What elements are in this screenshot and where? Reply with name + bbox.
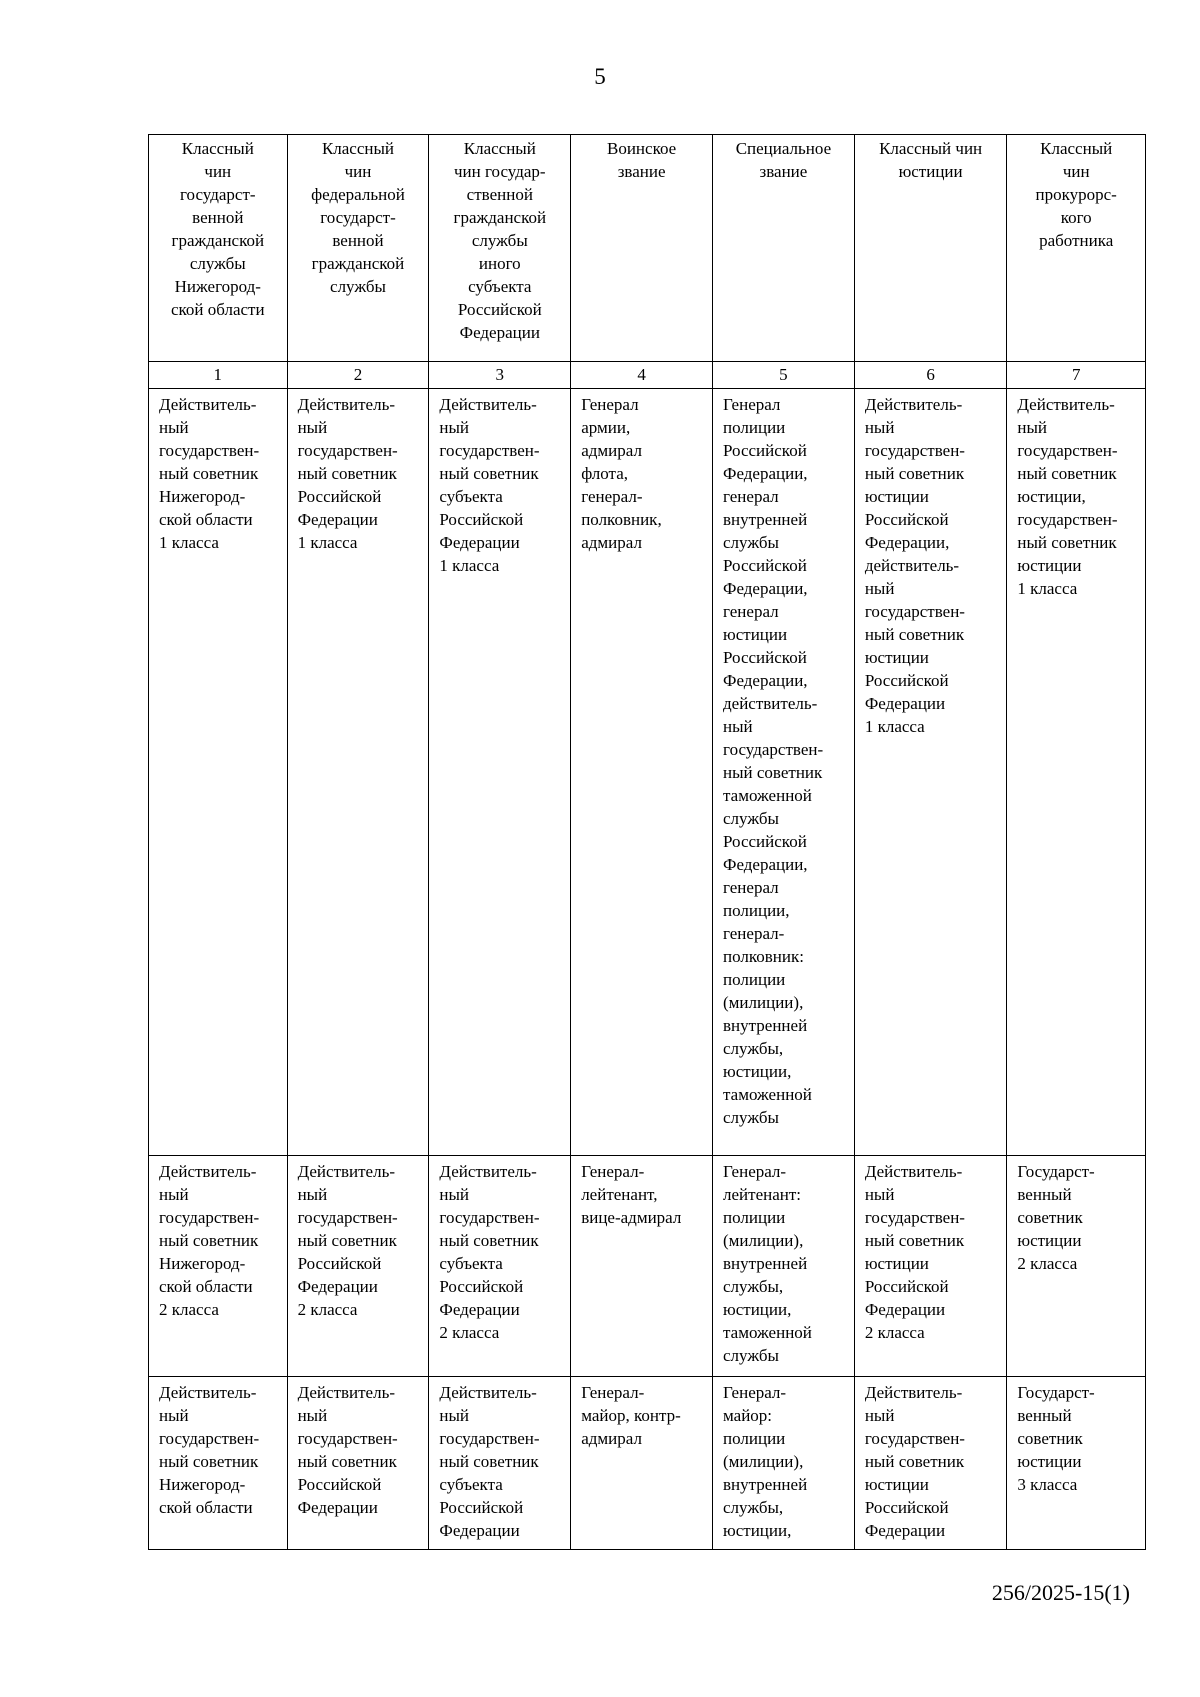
table-cell: Действитель- ный государствен- ный советник юстиции Российской Федерации 2 класса <box>854 1156 1007 1377</box>
rank-correspondence-table <box>148 134 1146 1550</box>
table-cell: Генерал армии, адмирал флота, генерал- полковник, адмирал <box>571 389 713 1156</box>
table-header-row <box>149 135 1146 362</box>
header-cell: Воинское звание <box>571 135 713 362</box>
header-cell: Классный чин федеральной государст- венной гражданской службы <box>287 135 429 362</box>
table-cell: Генерал полиции Российской Федерации, генерал внутренней службы Российской Федерации, генерал юстиции Российской Федерации, действитель- ный государствен- ный советник таможенной службы Российской Федерации, генерал полиции, генерал- полковник: полиции (милиции), внутренней службы, юстиции, таможенной службы <box>713 389 855 1156</box>
table-cell: Действитель- ный государствен- ный советник Российской Федерации 2 класса <box>287 1156 429 1377</box>
table-cell: Действитель- ный государствен- ный советник субъекта Российской Федерации 2 класса <box>429 1156 571 1377</box>
table-row <box>149 389 1146 1156</box>
page-number: 5 <box>594 64 606 89</box>
table-cell: Действитель- ный государствен- ный советник Нижегород- ской области 2 класса <box>149 1156 288 1377</box>
header-cell: Классный чин юстиции <box>854 135 1007 362</box>
column-number-row <box>149 362 1146 389</box>
table-cell: Генерал- лейтенант, вице-адмирал <box>571 1156 713 1377</box>
table-row <box>149 1377 1146 1550</box>
table-cell: Действитель- ный государствен- ный советник Российской Федерации <box>287 1377 429 1550</box>
table-cell: Действитель- ный государствен- ный советник субъекта Российской Федерации 1 класса <box>429 389 571 1156</box>
column-number: 1 <box>149 362 288 389</box>
header-cell: Классный чин прокурорс- кого работника <box>1007 135 1146 362</box>
table-cell: Действитель- ный государствен- ный советник юстиции Российской Федерации <box>854 1377 1007 1550</box>
table-cell: Генерал- майор: полиции (милиции), внутренней службы, юстиции, <box>713 1377 855 1550</box>
table-row <box>149 1156 1146 1377</box>
column-number: 5 <box>713 362 855 389</box>
column-number: 6 <box>854 362 1007 389</box>
header-cell: Классный чин государ- ственной гражданской службы иного субъекта Российской Федерации <box>429 135 571 362</box>
column-number: 2 <box>287 362 429 389</box>
header-cell: Специальное звание <box>713 135 855 362</box>
column-number: 7 <box>1007 362 1146 389</box>
table-cell: Действитель- ный государствен- ный советник Российской Федерации 1 класса <box>287 389 429 1156</box>
table-cell: Государст- венный советник юстиции 3 класса <box>1007 1377 1146 1550</box>
table-cell: Генерал- майор, контр- адмирал <box>571 1377 713 1550</box>
document-code: 256/2025-15(1) <box>991 1580 1130 1605</box>
header-cell: Классный чин государст- венной гражданской службы Нижегород- ской области <box>149 135 288 362</box>
table-cell: Генерал- лейтенант: полиции (милиции), внутренней службы, юстиции, таможенной службы <box>713 1156 855 1377</box>
table-cell: Действитель- ный государствен- ный советник Нижегород- ской области <box>149 1377 288 1550</box>
table-cell: Действитель- ный государствен- ный советник юстиции Российской Федерации, действитель- ный государствен- ный советник юстиции Российской Федерации 1 класса <box>854 389 1007 1156</box>
table-cell: Государст- венный советник юстиции 2 класса <box>1007 1156 1146 1377</box>
column-number: 4 <box>571 362 713 389</box>
table-cell: Действитель- ный государствен- ный советник Нижегород- ской области 1 класса <box>149 389 288 1156</box>
column-number: 3 <box>429 362 571 389</box>
table-cell: Действитель- ный государствен- ный советник юстиции, государствен- ный советник юстиции 1 класса <box>1007 389 1146 1156</box>
table-cell: Действитель- ный государствен- ный советник субъекта Российской Федерации <box>429 1377 571 1550</box>
